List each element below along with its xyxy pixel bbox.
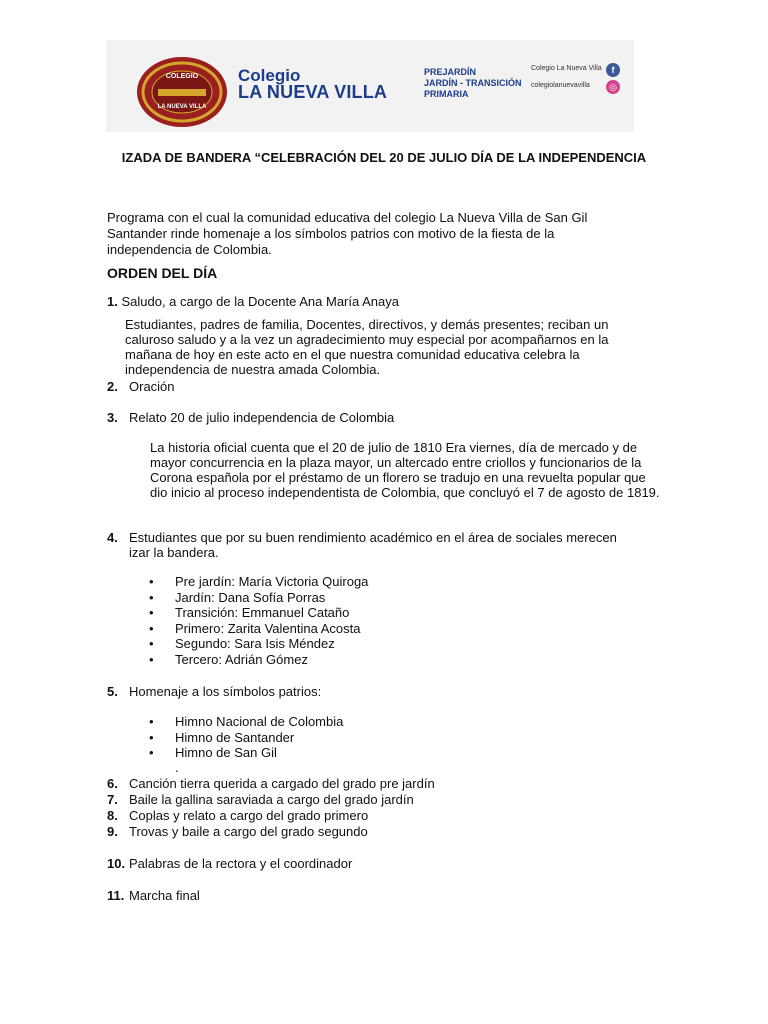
history-text: La historia oficial cuenta que el 20 de julio de 1810 Era viernes, día de mercado y de mayor concurrencia en la plaza mayor, un altercado entre criollos y funcionarios de la Corona española por el préstamo de un florero se tradujo en una revuelta popular que dio inicio al proceso independentista de Colombia, que concluyó el 7 de agosto de 1819.: [150, 440, 660, 500]
agenda-item: 9. Trovas y baile a cargo del grado segundo: [107, 824, 368, 839]
facebook-handle: Colegio La Nueva Villa: [531, 65, 602, 72]
agenda-item: 11. Marcha final: [107, 888, 200, 903]
section-title: ORDEN DEL DÍA: [107, 265, 218, 281]
agenda-item: 7. Baile la gallina saraviada a cargo del grado jardín: [107, 792, 414, 807]
list-item: • Himno de San Gil: [149, 745, 277, 761]
school-seal-logo: [136, 56, 228, 128]
stray-period: .: [175, 760, 179, 775]
agenda-item: 4. Estudiantes que por su buen rendimiento académico en el área de sociales merecen: [107, 530, 617, 545]
list-item: • Himno Nacional de Colombia: [149, 714, 344, 729]
intro-paragraph: Programa con el cual la comunidad educativa del colegio La Nueva Villa de San Gil Santander rinde homenaje a los símbolos patrios con motivo de la fiesta de la independencia de Colombia.: [107, 210, 588, 257]
svg-text:COLEGIO: COLEGIO: [165, 73, 199, 80]
document-title: IZADA DE BANDERA “CELEBRACIÓN DEL 20 DE JULIO DÍA DE LA INDEPENDENCIA: [121, 150, 647, 165]
instagram-handle: colegiolanuevavilla: [531, 82, 590, 89]
agenda-item-continuation: izar la bandera.: [129, 545, 219, 560]
instagram-icon: ◎: [606, 80, 620, 94]
letterhead: [106, 40, 634, 132]
students-list: [149, 574, 368, 668]
greeting-text: Estudiantes, padres de familia, Docentes, directivos, y demás presentes; reciban un caluroso saludo y a la vez un agradecimiento muy especial por acompañarnos en la mañana de hoy en este acto en el que nuestra comunidad educativa celebra la independencia de nuestra amada Colombia.: [125, 317, 609, 377]
agenda-item: 2. Oración: [107, 379, 175, 394]
list-item: • Himno de Santander: [149, 729, 295, 745]
agenda-item: 5. Homenaje a los símbolos patrios:: [107, 684, 322, 699]
agenda-item: 6. Canción tierra querida a cargado del grado pre jardín: [107, 776, 435, 791]
brand-line-1: Colegio: [238, 66, 301, 85]
list-item: • Transición: Emmanuel Cataño: [149, 605, 350, 621]
list-item: • Primero: Zarita Valentina Acosta: [149, 620, 361, 636]
brand-line-2: LA NUEVA VILLA: [238, 82, 388, 102]
list-item: • Pre jardín: María Victoria Quiroga: [149, 574, 369, 589]
agenda-item: 3. Relato 20 de julio independencia de Colombia: [107, 410, 395, 425]
svg-text:LA NUEVA VILLA: LA NUEVA VILLA: [157, 104, 207, 110]
list-item: • Segundo: Sara Isis Méndez: [149, 636, 335, 652]
agenda-item: 1. Saludo, a cargo de la Docente Ana María Anaya: [107, 294, 399, 309]
list-item: • Tercero: Adrián Gómez: [149, 651, 308, 667]
agenda-item: 10. Palabras de la rectora y el coordinador: [107, 856, 353, 871]
list-item: • Jardín: Dana Sofía Porras: [149, 589, 326, 605]
agenda-item: 8. Coplas y relato a cargo del grado primero: [107, 808, 369, 823]
school-levels: PREJARDÍN JARDÍN - TRANSICIÓN PRIMARIA: [424, 67, 522, 99]
anthems-list: [149, 714, 343, 761]
facebook-icon: f: [606, 63, 620, 77]
